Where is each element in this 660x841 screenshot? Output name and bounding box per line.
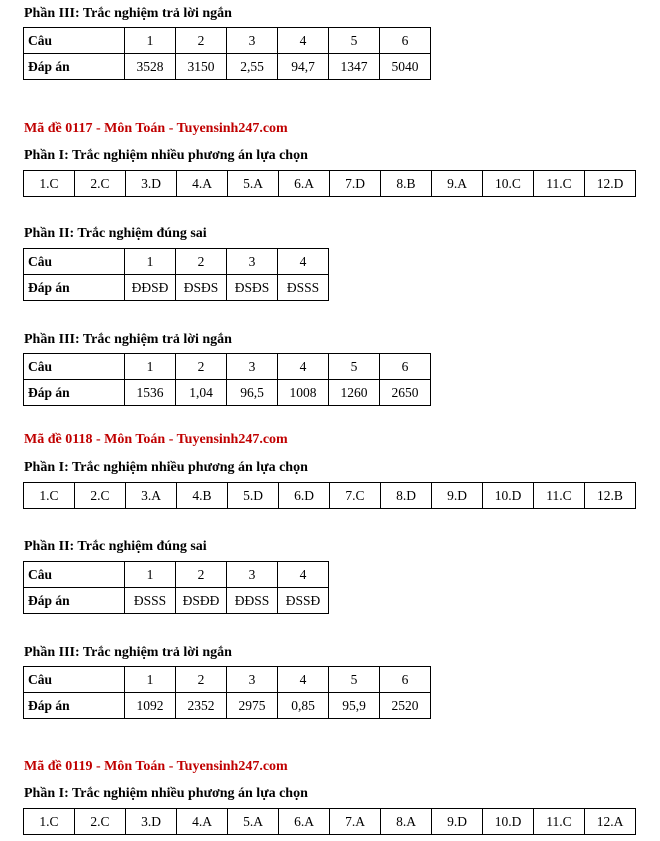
true-false-table — [23, 561, 329, 614]
answer-cell: 0,85 — [278, 693, 329, 719]
question-number: 4 — [278, 354, 329, 380]
answer-cell: 2975 — [227, 693, 278, 719]
row-label-question: Câu — [24, 562, 125, 588]
row-label-question: Câu — [24, 249, 125, 275]
answer-cell: 8.D — [381, 483, 432, 509]
answer-cell: 1008 — [278, 380, 329, 406]
question-number: 1 — [125, 667, 176, 693]
answer-cell: 5.A — [228, 171, 279, 197]
question-number: 3 — [227, 667, 278, 693]
row-label-answer: Đáp án — [24, 275, 125, 301]
answer-cell: ĐSĐS — [176, 275, 227, 301]
table-row — [24, 275, 329, 301]
answer-cell: 2520 — [380, 693, 431, 719]
table-row — [24, 693, 431, 719]
answer-cell: 1.C — [24, 809, 75, 835]
question-number: 4 — [278, 28, 329, 54]
answer-cell: ĐSSĐ — [278, 588, 329, 614]
answer-cell: ĐĐSS — [227, 588, 278, 614]
answer-cell: 5.D — [228, 483, 279, 509]
question-number: 6 — [380, 28, 431, 54]
answer-cell: 95,9 — [329, 693, 380, 719]
answer-cell: ĐSĐĐ — [176, 588, 227, 614]
table-row — [24, 171, 636, 197]
short-answer-table — [23, 353, 431, 406]
question-number: 6 — [380, 354, 431, 380]
question-number: 5 — [329, 354, 380, 380]
answer-cell: 2.C — [75, 483, 126, 509]
row-label-answer: Đáp án — [24, 693, 125, 719]
answer-cell: 7.A — [330, 809, 381, 835]
answer-cell: 6.A — [279, 809, 330, 835]
question-number: 1 — [125, 562, 176, 588]
answer-cell: 10.D — [483, 809, 534, 835]
section-title-part2: Phần II: Trắc nghiệm đúng sai — [24, 226, 207, 241]
question-number: 1 — [125, 249, 176, 275]
multiple-choice-table — [23, 482, 636, 509]
answer-cell: 3.A — [126, 483, 177, 509]
multiple-choice-table — [23, 808, 636, 835]
true-false-table — [23, 248, 329, 301]
short-answer-table — [23, 27, 431, 80]
answer-cell: 2650 — [380, 380, 431, 406]
answer-cell: 1536 — [125, 380, 176, 406]
question-number: 2 — [176, 354, 227, 380]
answer-cell: 4.A — [177, 171, 228, 197]
answer-cell: 2,55 — [227, 54, 278, 80]
answer-cell: 5040 — [380, 54, 431, 80]
row-label-answer: Đáp án — [24, 588, 125, 614]
exam-code-title: Mã đề 0117 - Môn Toán - Tuyensinh247.com — [24, 121, 288, 136]
answer-cell: 9.A — [432, 171, 483, 197]
table-row — [24, 354, 431, 380]
answer-cell: 4.B — [177, 483, 228, 509]
answer-cell: 4.A — [177, 809, 228, 835]
section-title-part3: Phần III: Trắc nghiệm trả lời ngắn — [24, 6, 232, 21]
answer-cell: 8.A — [381, 809, 432, 835]
answer-cell: 7.D — [330, 171, 381, 197]
answer-cell: 2.C — [75, 171, 126, 197]
table-row — [24, 249, 329, 275]
row-label-answer: Đáp án — [24, 54, 125, 80]
answer-cell: 1260 — [329, 380, 380, 406]
question-number: 6 — [380, 667, 431, 693]
table-row — [24, 483, 636, 509]
table-row — [24, 809, 636, 835]
answer-cell: 1347 — [329, 54, 380, 80]
exam-code-title: Mã đề 0119 - Môn Toán - Tuyensinh247.com — [24, 759, 288, 774]
answer-cell: 8.B — [381, 171, 432, 197]
answer-cell: 10.C — [483, 171, 534, 197]
question-number: 2 — [176, 28, 227, 54]
answer-cell: 11.C — [534, 809, 585, 835]
answer-cell: 96,5 — [227, 380, 278, 406]
question-number: 4 — [278, 562, 329, 588]
table-row — [24, 562, 329, 588]
answer-cell: 2.C — [75, 809, 126, 835]
answer-cell: 9.D — [432, 809, 483, 835]
row-label-answer: Đáp án — [24, 380, 125, 406]
question-number: 2 — [176, 562, 227, 588]
question-number: 5 — [329, 667, 380, 693]
question-number: 5 — [329, 28, 380, 54]
answer-cell: 1092 — [125, 693, 176, 719]
table-row — [24, 380, 431, 406]
table-row — [24, 667, 431, 693]
answer-cell: 11.C — [534, 171, 585, 197]
question-number: 3 — [227, 249, 278, 275]
section-title-part2: Phần II: Trắc nghiệm đúng sai — [24, 539, 207, 554]
exam-code-title: Mã đề 0118 - Môn Toán - Tuyensinh247.com — [24, 432, 288, 447]
row-label-question: Câu — [24, 667, 125, 693]
multiple-choice-table — [23, 170, 636, 197]
section-title-part3: Phần III: Trắc nghiệm trả lời ngắn — [24, 645, 232, 660]
question-number: 4 — [278, 667, 329, 693]
answer-cell: 1.C — [24, 483, 75, 509]
table-row — [24, 54, 431, 80]
answer-cell: 10.D — [483, 483, 534, 509]
question-number: 2 — [176, 667, 227, 693]
answer-cell: 6.D — [279, 483, 330, 509]
question-number: 3 — [227, 28, 278, 54]
answer-cell: ĐĐSĐ — [125, 275, 176, 301]
answer-cell: 5.A — [228, 809, 279, 835]
answer-cell: 11.C — [534, 483, 585, 509]
answer-cell: 12.B — [585, 483, 636, 509]
question-number: 4 — [278, 249, 329, 275]
section-title-part3: Phần III: Trắc nghiệm trả lời ngắn — [24, 332, 232, 347]
question-number: 3 — [227, 354, 278, 380]
answer-cell: 1.C — [24, 171, 75, 197]
table-row — [24, 588, 329, 614]
answer-cell: 6.A — [279, 171, 330, 197]
question-number: 2 — [176, 249, 227, 275]
answer-cell: 12.A — [585, 809, 636, 835]
row-label-question: Câu — [24, 354, 125, 380]
answer-cell: 7.C — [330, 483, 381, 509]
answer-cell: 12.D — [585, 171, 636, 197]
question-number: 1 — [125, 354, 176, 380]
short-answer-table — [23, 666, 431, 719]
answer-cell: 3.D — [126, 809, 177, 835]
answer-cell: 2352 — [176, 693, 227, 719]
question-number: 3 — [227, 562, 278, 588]
answer-cell: 3528 — [125, 54, 176, 80]
question-number: 1 — [125, 28, 176, 54]
section-title-part1: Phần I: Trắc nghiệm nhiều phương án lựa chọn — [24, 460, 308, 475]
answer-cell: ĐSSS — [125, 588, 176, 614]
section-title-part1: Phần I: Trắc nghiệm nhiều phương án lựa chọn — [24, 786, 308, 801]
answer-cell: ĐSĐS — [227, 275, 278, 301]
section-title-part1: Phần I: Trắc nghiệm nhiều phương án lựa chọn — [24, 148, 308, 163]
answer-cell: 94,7 — [278, 54, 329, 80]
table-row — [24, 28, 431, 54]
answer-cell: 3150 — [176, 54, 227, 80]
row-label-question: Câu — [24, 28, 125, 54]
answer-cell: 1,04 — [176, 380, 227, 406]
answer-cell: ĐSSS — [278, 275, 329, 301]
answer-cell: 9.D — [432, 483, 483, 509]
answer-cell: 3.D — [126, 171, 177, 197]
